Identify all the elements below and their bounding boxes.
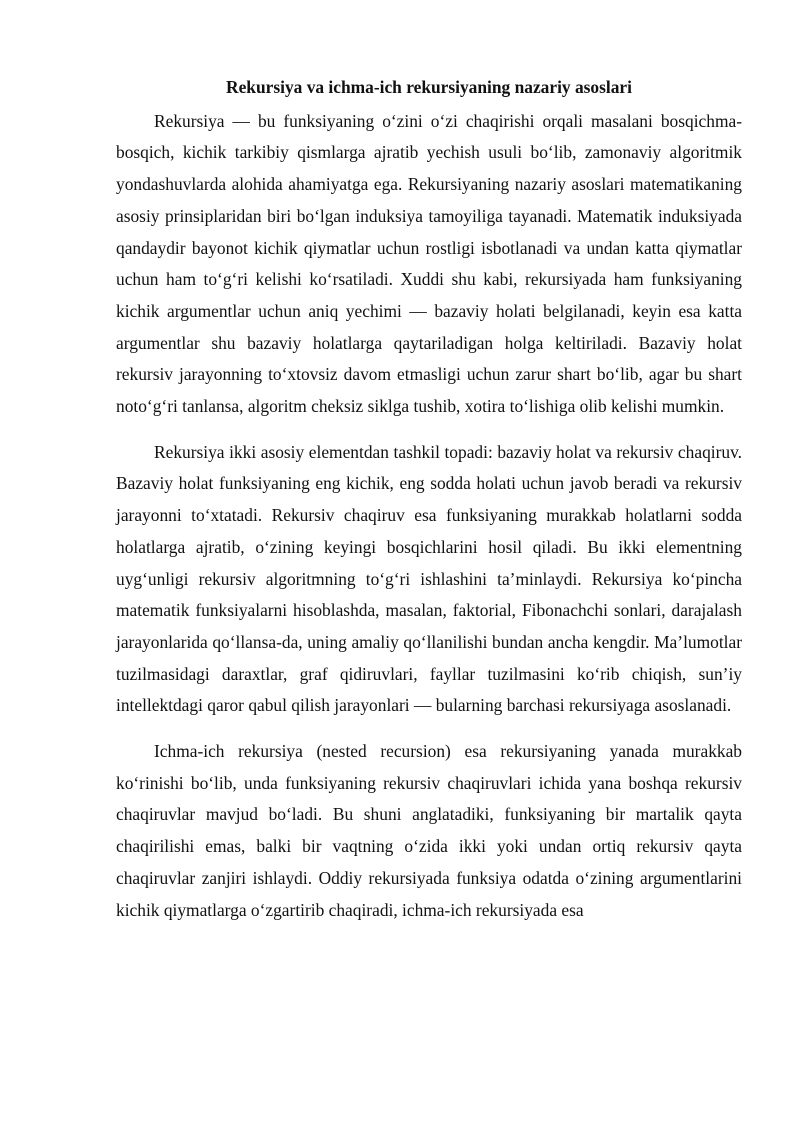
paragraph-2: Rekursiya ikki asosiy elementdan tashkil topadi: bazaviy holat va rekursiv chaqiruv. Bazaviy holat funksiyaning eng kichik, eng sodda holati uchun javob beradi va rekursiv jarayonni to‘xtatadi. Rekursiv chaqiruv esa funksiyaning murakkab holatlarni sodda holatlarga ajratib, o‘zining keyingi bosqichlarini hosil qiladi. Bu ikki elementning uyg‘unligi rekursiv algoritmning to‘g‘ri ishlashini ta’minlaydi. Rekursiya ko‘pincha matematik funksiyalarni hisoblashda, masalan, faktorial, Fibonachchi sonlari, darajalash jarayonlarida qo‘llansa-da, uning amaliy qo‘llanilishi bundan ancha kengdir. Ma’lumotlar tuzilmasidagi daraxtlar, graf qidiruvlari, fayllar tuzilmasini ko‘rib chiqish, sun’iy intellektdagi qaror qabul qilish jarayonlari — bularning barchasi rekursiyaga asoslanadi. xyxy=(116,441,742,716)
document-title: Rekursiya va ichma-ich rekursiyaning nazariy asoslari xyxy=(226,77,632,97)
document-body xyxy=(116,72,742,940)
paragraph-3: Ichma-ich rekursiya (nested recursion) esa rekursiyaning yanada murakkab ko‘rinishi bo‘lib, unda funksiyaning rekursiv chaqiruvlari ichida yana boshqa rekursiv chaqiruvlar mavjud bo‘ladi. Bu shuni anglatadiki, funksiyaning bir martalik qayta chaqirilishi emas, balki bir vaqtning o‘zida ikki yoki undan ortiq rekursiv qayta chaqiruvlar zanjiri ishlaydi. Oddiy rekursiyada funksiya odatda o‘zining argumentlarini kichik qiymatlarga o‘zgartirib chaqiradi, ichma-ich rekursiyada esa xyxy=(116,741,742,920)
paragraph-1: Rekursiya — bu funksiyaning o‘zini o‘zi chaqirishi orqali masalani bosqichma-bosqich, kichik tarkibiy qismlarga ajratib yechish usuli bo‘lib, zamonaviy algoritmik yondashuvlarda alohida ahamiyatga ega. Rekursiyaning nazariy asoslari matematikaning asosiy prinsiplaridan biri bo‘lgan induksiya tamoyiliga tayanadi. Matematik induksiyada qandaydir bayonot kichik qiymatlar uchun rostligi isbotlanadi va undan katta qiymatlar uchun ham to‘g‘ri kelishi ko‘rsatiladi. Xuddi shu kabi, rekursiyada ham funksiyaning kichik argumentlar uchun aniq yechimi — bazaviy holati belgilanadi, keyin esa katta argumentlar shu bazaviy holatlarga qaytariladigan holga keltiriladi. Bazaviy holat rekursiv jarayonning to‘xtovsiz davom etmasligi uchun zarur shart bo‘lib, agar bu shart noto‘g‘ri tanlansa, algoritm cheksiz siklga tushib, xotira to‘lishiga olib kelishi mumkin. xyxy=(116,110,742,417)
